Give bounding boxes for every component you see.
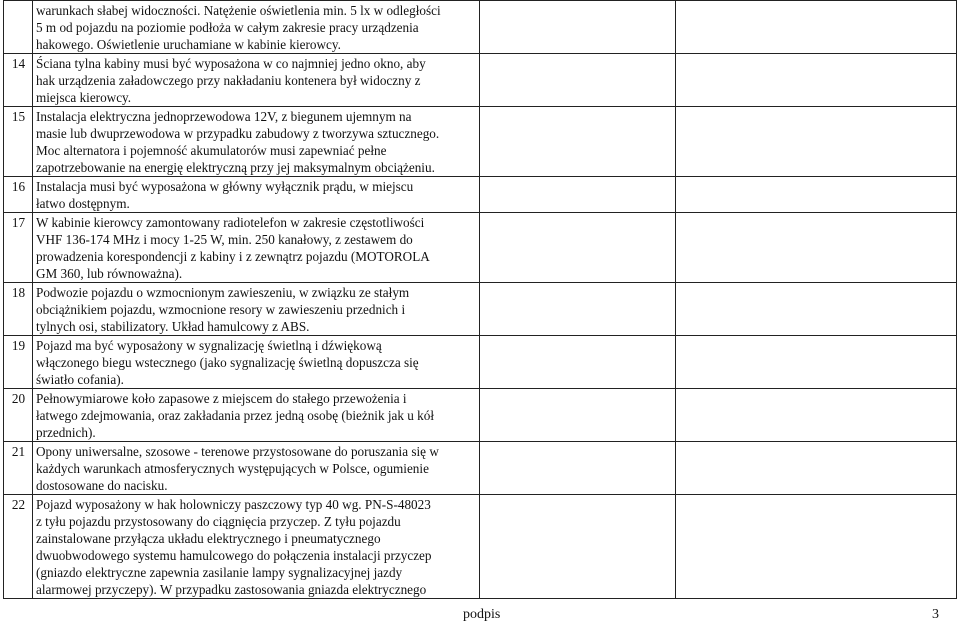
requirement-description: [33, 442, 480, 495]
description-line: Podwozie pojazdu o wzmocnionym zawieszeniu, w związku ze stałym: [36, 285, 410, 300]
requirement-description: [33, 54, 480, 107]
offer-cell: [480, 336, 676, 389]
description-line: VHF 136-174 MHz i mocy 1-25 W, min. 250 kanałowy, z zestawem do: [36, 232, 413, 247]
requirement-description: [33, 495, 480, 599]
remarks-cell: [676, 107, 957, 177]
remarks-cell: [676, 336, 957, 389]
remarks-cell: [676, 389, 957, 442]
description-line: Pojazd ma być wyposażony w sygnalizację świetlną i dźwiękową: [36, 338, 382, 353]
table-row: [4, 389, 957, 442]
table-row: [4, 177, 957, 213]
requirement-description: [33, 1, 480, 54]
row-number: 17: [4, 213, 33, 283]
offer-cell: [480, 177, 676, 213]
description-line: Opony uniwersalne, szosowe - terenowe przystosowane do poruszania się w: [36, 444, 439, 459]
description-line: zainstalowane przyłącza układu elektrycznego i pneumatycznego: [36, 531, 381, 546]
remarks-cell: [676, 495, 957, 599]
description-line: Pełnowymiarowe koło zapasowe z miejscem do stałego przewożenia i: [36, 391, 407, 406]
requirement-description: [33, 336, 480, 389]
remarks-cell: [676, 54, 957, 107]
row-number: 16: [4, 177, 33, 213]
description-line: dwuobwodowego systemu hamulcowego do połączenia instalacji przyczep: [36, 548, 432, 563]
requirement-description: [33, 107, 480, 177]
description-line: światło cofania).: [36, 372, 124, 387]
remarks-cell: [676, 177, 957, 213]
description-line: (gniazdo elektryczne zapewnia zasilanie lampy sygnalizacyjnej jazdy: [36, 565, 403, 580]
description-line: alarmowej przyczepy). W przypadku zastosowania gniazda elektrycznego: [36, 582, 427, 597]
description-line: włączonego biegu wstecznego (jako sygnalizację świetlną dopuszcza się: [36, 355, 419, 370]
row-number: 14: [4, 54, 33, 107]
description-line: GM 360, lub równoważna).: [36, 266, 183, 281]
description-line: Instalacja musi być wyposażona w główny wyłącznik prądu, w miejscu: [36, 179, 414, 194]
offer-cell: [480, 107, 676, 177]
row-number: 21: [4, 442, 33, 495]
description-line: Ściana tylna kabiny musi być wyposażona w co najmniej jedno okno, aby: [36, 56, 426, 71]
row-number: [4, 1, 33, 54]
row-number: 19: [4, 336, 33, 389]
signature-label: podpis: [463, 607, 501, 622]
offer-cell: [480, 283, 676, 336]
specification-rows: [4, 1, 957, 599]
row-number: 20: [4, 389, 33, 442]
description-line: Instalacja elektryczna jednoprzewodowa 12V, z biegunem ujemnym na: [36, 109, 412, 124]
table-row: [4, 1, 957, 54]
offer-cell: [480, 1, 676, 54]
table-row: [4, 283, 957, 336]
description-line: dostosowane do nacisku.: [36, 478, 168, 493]
requirement-description: [33, 177, 480, 213]
page-number: 3: [932, 607, 939, 622]
description-line: zapotrzebowanie na energię elektryczną przy jej maksymalnym obciążeniu.: [36, 160, 435, 175]
description-line: W kabinie kierowcy zamontowany radiotelefon w zakresie częstotliwości: [36, 215, 425, 230]
description-line: łatwego zdejmowania, oraz zakładania przez jedną osobę (bieżnik jak u kół: [36, 408, 435, 423]
description-line: tylnych osi, stabilizatory. Układ hamulcowy z ABS.: [36, 319, 310, 334]
description-line: każdych warunkach atmosferycznych występujących w Polsce, ogumienie: [36, 461, 429, 476]
row-number: 22: [4, 495, 33, 599]
requirement-description: [33, 389, 480, 442]
description-line: Moc alternatora i pojemność akumulatorów musi zapewniać pełne: [36, 143, 387, 158]
description-line: hakowego. Oświetlenie uruchamiane w kabinie kierowcy.: [36, 37, 341, 52]
description-line: z tyłu pojazdu przystosowany do ciągnięcia przyczep. Z tyłu pojazdu: [36, 514, 401, 529]
description-line: hak urządzenia załadowczego przy nakładaniu kontenera był widoczny z: [36, 73, 421, 88]
table-row: [4, 213, 957, 283]
table-row: [4, 54, 957, 107]
description-line: miejsca kierowcy.: [36, 90, 132, 105]
description-line: przednich).: [36, 425, 96, 440]
description-line: Pojazd wyposażony w hak holowniczy paszczowy typ 40 wg. PN-S-48023: [36, 497, 431, 512]
table-row: [4, 336, 957, 389]
description-line: prowadzenia korespondencji z kabiny i z zewnątrz pojazdu (MOTOROLA: [36, 249, 430, 264]
remarks-cell: [676, 442, 957, 495]
offer-cell: [480, 389, 676, 442]
description-line: warunkach słabej widoczności. Natężenie oświetlenia min. 5 lx w odległości: [36, 3, 441, 18]
table-row: [4, 442, 957, 495]
remarks-cell: [676, 1, 957, 54]
row-number: 15: [4, 107, 33, 177]
remarks-cell: [676, 283, 957, 336]
row-number: 18: [4, 283, 33, 336]
table-row: [4, 107, 957, 177]
table-row: [4, 495, 957, 599]
description-line: łatwo dostępnym.: [36, 196, 130, 211]
offer-cell: [480, 442, 676, 495]
remarks-cell: [676, 213, 957, 283]
description-line: 5 m od pojazdu na poziomie podłoża w całym zakresie pracy urządzenia: [36, 20, 419, 35]
specification-table: [3, 0, 957, 599]
offer-cell: [480, 495, 676, 599]
requirement-description: [33, 283, 480, 336]
description-line: masie lub dwuprzewodowa w przypadku zabudowy z tworzywa sztucznego.: [36, 126, 440, 141]
offer-cell: [480, 54, 676, 107]
offer-cell: [480, 213, 676, 283]
requirement-description: [33, 213, 480, 283]
description-line: obciążnikiem pojazdu, wzmocnione resory w zawieszeniu przednich i: [36, 302, 406, 317]
